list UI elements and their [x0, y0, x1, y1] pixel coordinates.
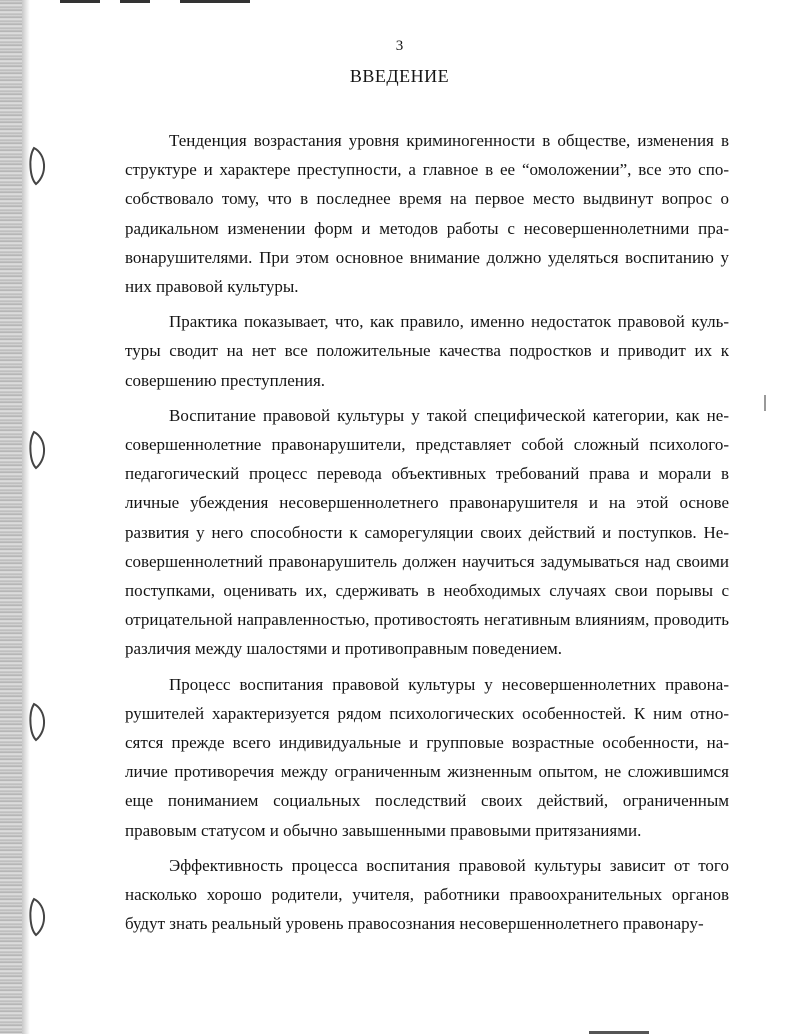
binding-hole-mark: [24, 144, 52, 188]
section-title: ВВЕДЕНИЕ: [349, 66, 450, 86]
scan-binding-edge: [0, 0, 22, 1034]
scan-right-tick: [764, 395, 766, 411]
binding-hole-mark: [24, 428, 52, 472]
binding-hole-mark: [24, 895, 52, 939]
paragraph: Тенденция возрастания уровня криминогенности в обществе, изменения в структуре и характере преступности, а главное в ее “омоложении”, все это способствовало тому, что в последнее время на первое место выдвинут вопрос о радикальном изменении форм и методов работы с несовершеннолетними правонарушителями. При этом основное внимание должно уделяться воспитанию у них правовой культуры.: [125, 131, 729, 297]
paragraph: Практика показывает, что, как правило, именно недостаток правовой культуры сводит на нет все положительные качества подростков и приводит их к совершению преступления.: [125, 312, 729, 390]
paragraph: Процесс воспитания правовой культуры у несовершеннолетних правонарушителей характеризуется рядом психологических особенностей. К ним относятся прежде всего индивидуальные и групповые возрастные особенности, наличие противоречия между ограниченным жизненным опытом, не сложившимся еще пониманием социальных последствий своих действий, ограниченным правовым статусом и обычно завышенными правовыми притязаниями.: [125, 674, 729, 840]
scan-top-marks: [60, 0, 280, 6]
body-text: [125, 126, 729, 944]
page-number: 3: [395, 38, 404, 54]
paragraph: Воспитание правовой культуры у такой специфической категории, как несовершеннолетние правонарушители, представляет собой сложный психолого-педагогический процесс перевода объективных требований права и морали в личные убеждения несовершеннолетнего правонарушителя и на этой основе развития у него способности к саморегуляции своих действий и поступков. Несовершеннолетний правонарушитель должен научиться задумываться над своими поступками, оценивать их, сдерживать в необходимых случаях свои порывы с отрицательной направленностью, противостоять негативным влияниям, проводить различия между шалостями и противоправным поведением.: [125, 405, 729, 659]
paragraph: Эффективность процесса воспитания правовой культуры зависит от того насколько хорошо родители, учителя, работники правоохранительных органов будут знать реальный уровень правосознания несовершеннолетнего правонару-: [125, 855, 729, 934]
binding-hole-mark: [24, 700, 52, 744]
